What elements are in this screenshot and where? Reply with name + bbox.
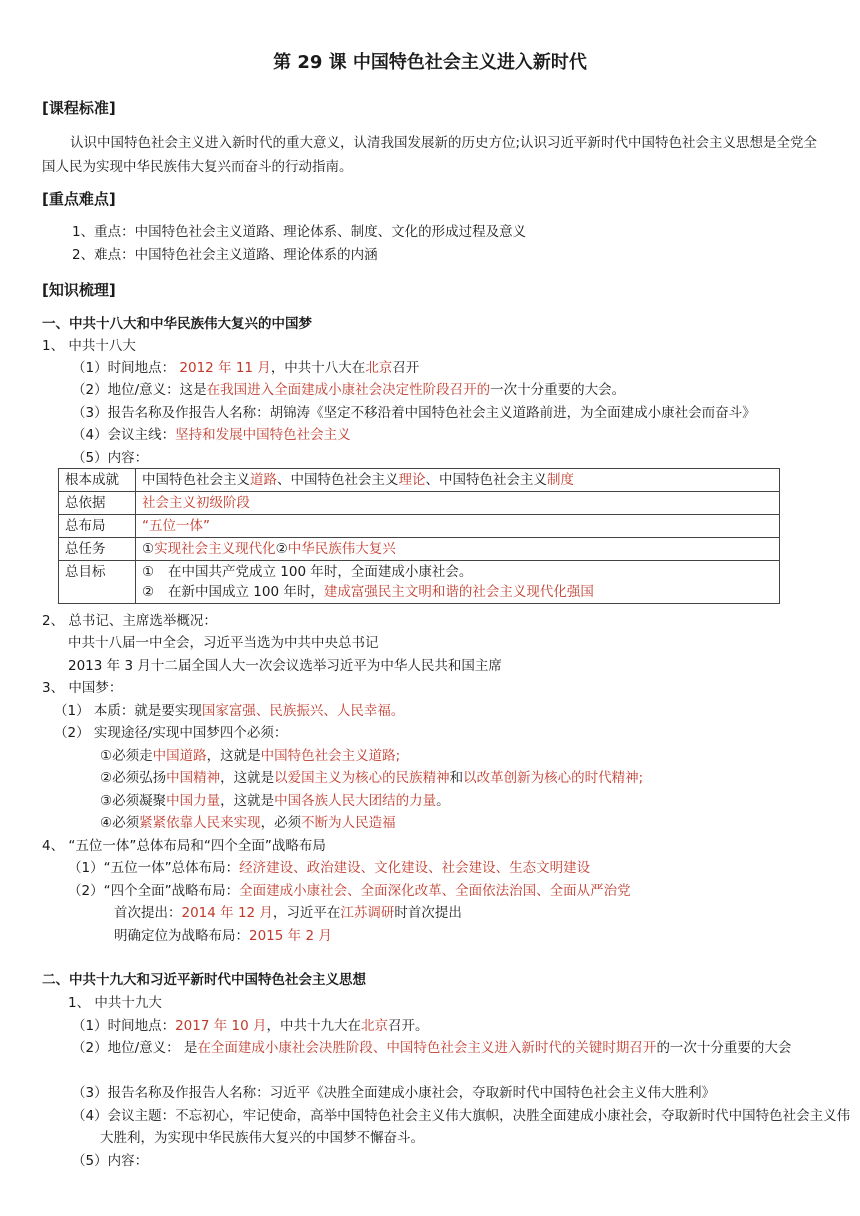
m4-a: ④必须 — [100, 815, 140, 831]
p1-status-end: 一次十分重要的大会。 — [490, 382, 626, 398]
p1-status-red: 在我国进入全面建成小康社会决定性阶段召开的 — [206, 382, 491, 398]
m3-a: ③必须凝聚 — [100, 793, 167, 809]
p1-s1: 1、 中共十八大 — [42, 338, 136, 354]
p1-time-label: （1）时间地点： — [72, 360, 180, 376]
table-value: “五位一体” — [136, 515, 780, 538]
goal-2-num: ② — [142, 584, 155, 600]
defined-strategy — [114, 926, 332, 946]
r1-f: 制度 — [547, 472, 574, 488]
p2-time-line — [72, 1016, 429, 1036]
p2-time-label: （1）时间地点： — [72, 1018, 176, 1034]
p1-status-label: （2）地位/意义：这是 — [72, 382, 207, 398]
table-row — [59, 538, 780, 561]
p1-time-mid: ，中共十八大在 — [270, 360, 366, 376]
must-4 — [100, 813, 396, 833]
m1-d: 中国特色社会主义道路; — [260, 748, 401, 764]
p1-content-label: （5）内容： — [72, 450, 149, 466]
m3-d: 中国各族人民大团结的力量 — [274, 793, 437, 809]
p2-time-date: 2017 年 10 月 — [175, 1018, 267, 1034]
p1-s3: 3、 中国梦： — [42, 680, 123, 696]
p2-report-line: （3）报告名称及作报告人名称：习近平《决胜全面建成小康社会，夺取新时代中国特色社会主义伟大胜利》 — [72, 1085, 716, 1101]
table-row — [59, 561, 780, 604]
goal-1-num: ① — [142, 564, 155, 580]
table-row — [59, 492, 780, 515]
def-label: 明确定位为战略布局： — [114, 928, 249, 944]
content-table — [58, 468, 780, 604]
page-title: 第 29 课 中国特色社会主义进入新时代 — [273, 52, 587, 73]
section-course-standard: [课程标准] — [42, 99, 116, 117]
first-proposed — [114, 903, 462, 923]
m2-d: 以爱国主义为核心的民族精神 — [274, 770, 450, 786]
must-1 — [100, 746, 400, 766]
p1-s3-1 — [54, 701, 404, 721]
r1-d: 理论 — [398, 472, 426, 488]
p1-theme-label: （4）会议主线： — [72, 427, 176, 443]
p2-content-label: （5）内容： — [72, 1153, 149, 1169]
p2-time-end: 召开。 — [388, 1018, 429, 1034]
table-value — [136, 538, 780, 561]
p2-status-line — [72, 1037, 852, 1059]
table-key: 总布局 — [59, 515, 136, 538]
p1-s4-1 — [68, 858, 590, 878]
m4-b: 紧紧依靠人民来实现 — [139, 815, 261, 831]
table-value: 社会主义初级阶段 — [136, 492, 780, 515]
table-key: 根本成就 — [59, 469, 136, 492]
r1-b: 道路 — [250, 472, 277, 488]
p1-time-date: 2012 年 11 月 — [179, 360, 271, 376]
table-value — [136, 561, 780, 604]
m3-c: ，这就是 — [220, 793, 275, 809]
m1-a: ①必须走 — [100, 748, 153, 764]
p1-theme-red: 坚持和发展中国特色社会主义 — [175, 427, 351, 443]
p2-theme-line: （4）会议主题：不忘初心，牢记使命，高举中国特色社会主义伟大旗帜，决胜全面建成小康社会，夺取新时代中国特色社会主义伟大胜利，为实现中华民族伟大复兴的中国梦不懈奋斗。 — [72, 1108, 851, 1146]
p2-time-place: 北京 — [361, 1018, 389, 1034]
section-key-points: [重点难点] — [42, 190, 116, 208]
first-end: 时首次提出 — [394, 905, 462, 921]
p2-status-red: 在全面建成小康社会决胜阶段、中国特色社会主义进入新时代的关键时期召开 — [197, 1040, 657, 1056]
r4-a: 实现社会主义现代化 — [154, 541, 276, 557]
first-date: 2014 年 12 月 — [181, 905, 273, 921]
first-place: 江苏调研 — [340, 905, 395, 921]
goal-2-red: 建成富强民主文明和谐的社会主义现代化强国 — [323, 584, 594, 600]
part2-heading: 二、中共十九大和习近平新时代中国特色社会主义思想 — [42, 972, 366, 988]
table-key: 总任务 — [59, 538, 136, 561]
goal-2 — [142, 582, 773, 602]
m4-d: 不断为人民造福 — [301, 815, 396, 831]
m3-e: 。 — [436, 793, 450, 809]
table-row — [59, 469, 780, 492]
p2-s1: 1、 中共十九大 — [68, 995, 162, 1011]
m2-c: ，这就是 — [220, 770, 275, 786]
s4-2-label: （2）“四个全面”战略布局： — [68, 883, 240, 899]
p1-s2-a: 中共十八届一中全会，习近平当选为中共中央总书记 — [68, 635, 379, 651]
must-3 — [100, 791, 450, 811]
r4-b: 中华民族伟大复兴 — [287, 541, 396, 557]
p1-s4-2 — [68, 881, 631, 901]
m2-e: 和 — [449, 770, 464, 786]
p1-time-place: 北京 — [365, 360, 393, 376]
s3-1-label: （1） 本质：就是要实现 — [54, 703, 202, 719]
def-date: 2015 年 2 月 — [249, 928, 332, 944]
p2-status-end: 的一次十分重要的大会 — [656, 1040, 792, 1056]
m4-c: ，必须 — [260, 815, 302, 831]
p1-s4: 4、 “五位一体”总体布局和“四个全面”战略布局 — [42, 838, 326, 854]
s4-1-red: 经济建设、政治建设、文化建设、社会建设、生态文明建设 — [239, 860, 591, 876]
r1-a: 中国特色社会主义 — [142, 472, 250, 488]
m3-b: 中国力量 — [166, 793, 221, 809]
s3-1-red: 国家富强、民族振兴、人民幸福。 — [201, 703, 405, 719]
section-knowledge: [知识梳理] — [42, 281, 116, 299]
r4-n2: ② — [275, 541, 288, 557]
key-point-1: 1、重点：中国特色社会主义道路、理论体系、制度、文化的形成过程及意义 — [72, 224, 527, 240]
m2-f: 以改革创新为核心的时代精神; — [463, 770, 644, 786]
p2-time-mid: ，中共十九大在 — [266, 1018, 362, 1034]
table-value — [136, 469, 780, 492]
p2-status-label: （2）地位/意义： 是 — [72, 1040, 198, 1056]
p1-time-line — [72, 358, 419, 378]
part1-heading: 一、中共十八大和中华民族伟大复兴的中国梦 — [42, 316, 312, 332]
first-label: 首次提出： — [114, 905, 182, 921]
p1-status-line — [72, 380, 625, 400]
p1-report-line: （3）报告名称及作报告人名称：胡锦涛《坚定不移沿着中国特色社会主义道路前进，为全面建成小康社会而奋斗》 — [72, 405, 756, 421]
r1-c: 、中国特色社会主义 — [277, 472, 399, 488]
p1-s2: 2、 总书记、主席选举概况： — [42, 613, 217, 629]
r4-n1: ① — [142, 541, 155, 557]
goal-1-text: 在中国共产党成立 100 年时，全面建成小康社会。 — [168, 564, 473, 580]
first-mid: ，习近平在 — [272, 905, 341, 921]
p1-s2-b: 2013 年 3 月十二届全国人大一次会议选举习近平为中华人民共和国主席 — [68, 658, 502, 674]
must-2 — [100, 768, 643, 788]
r1-e: 、中国特色社会主义 — [425, 472, 547, 488]
m1-b: 中国道路 — [152, 748, 207, 764]
table-row — [59, 515, 780, 538]
m1-c: ，这就是 — [206, 748, 261, 764]
s4-1-label: （1）“五位一体”总体布局： — [68, 860, 240, 876]
goal-1 — [142, 562, 773, 582]
key-point-2: 2、难点：中国特色社会主义道路、理论体系的内涵 — [72, 247, 378, 263]
course-standard-text: 认识中国特色社会主义进入新时代的重大意义，认清我国发展新的历史方位;认识习近平新时代中国特色社会主义思想是全党全国人民为实现中华民族伟大复兴而奋斗的行动指南。 — [42, 135, 818, 175]
m2-b: 中国精神 — [166, 770, 221, 786]
m2-a: ②必须弘扬 — [100, 770, 167, 786]
table-key: 总目标 — [59, 561, 136, 604]
p1-time-end: 召开 — [392, 360, 420, 376]
p1-s3-2: （2） 实现途径/实现中国梦四个必须： — [54, 725, 288, 741]
p1-theme-line — [72, 425, 351, 445]
goal-2-text: 在新中国成立 100 年时， — [168, 584, 324, 600]
table-key: 总依据 — [59, 492, 136, 515]
s4-2-red: 全面建成小康社会、全面深化改革、全面依法治国、全面从严治党 — [239, 883, 631, 899]
